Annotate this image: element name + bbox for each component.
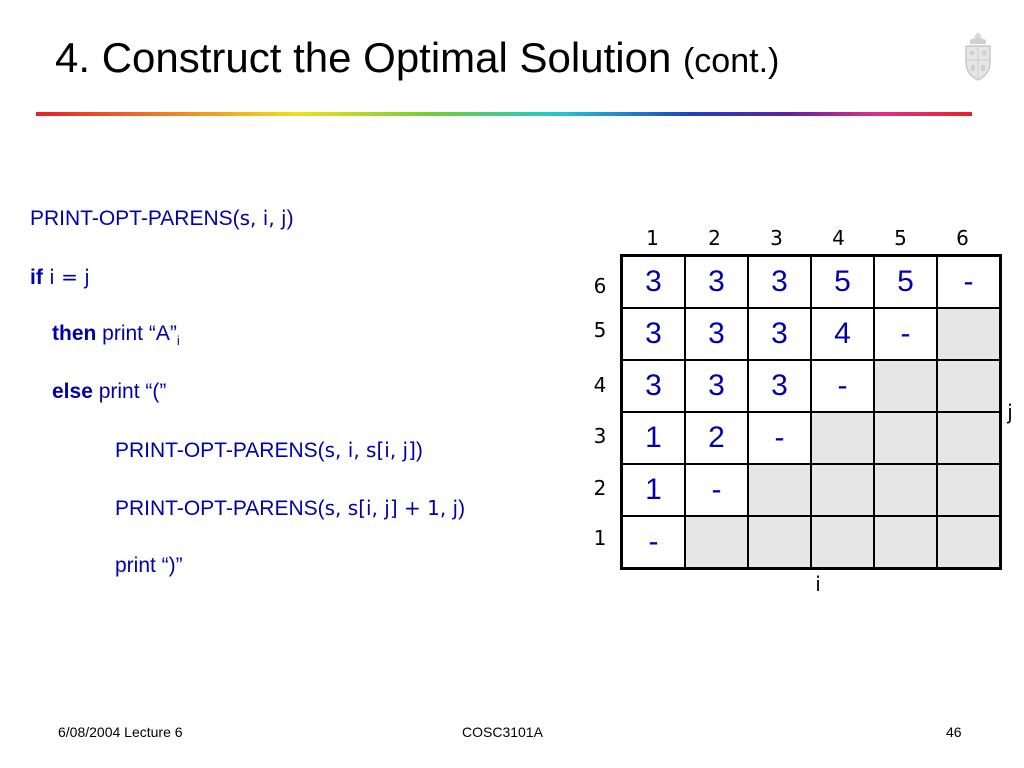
- table-cell-empty: [748, 464, 811, 516]
- table-cell: 3: [622, 308, 686, 360]
- column-header: 3: [770, 226, 783, 250]
- condition: i = j: [42, 265, 90, 289]
- paren-close: ): [415, 439, 423, 462]
- keyword-else: else: [52, 380, 93, 403]
- university-crest-icon: [958, 28, 998, 84]
- function-args: s, s[i, j] + 1, j: [324, 496, 459, 520]
- table-cell-empty: [937, 308, 1001, 360]
- table-cell-empty: [685, 516, 748, 569]
- table-cell: 3: [748, 256, 811, 309]
- table-cell-empty: [937, 516, 1001, 569]
- table-cell-empty: [811, 516, 874, 569]
- table-cell-empty: [874, 516, 937, 569]
- function-name: PRINT-OPT-PARENS(: [115, 497, 325, 520]
- print-statement: print “(”: [92, 380, 167, 403]
- table-cell: -: [685, 464, 748, 516]
- column-header: 6: [956, 226, 969, 250]
- keyword-if: if: [30, 266, 43, 289]
- print-statement: print “A”: [96, 322, 177, 345]
- title-divider: [36, 112, 972, 116]
- y-axis-label: j: [1007, 400, 1013, 424]
- code-line-3: [52, 322, 180, 348]
- table-cell-empty: [874, 360, 937, 412]
- table-row: [622, 308, 1001, 360]
- slide-title: [55, 34, 779, 82]
- table-cell: 1: [622, 412, 686, 464]
- table-row: [622, 360, 1001, 412]
- table-cell: -: [811, 360, 874, 412]
- row-header: 4: [593, 373, 607, 397]
- keyword-then: then: [52, 322, 97, 345]
- table-cell: 4: [811, 308, 874, 360]
- table-cell: -: [622, 516, 686, 569]
- table-row: [622, 412, 1001, 464]
- x-axis-label: i: [815, 572, 821, 596]
- function-args: s, i, j: [239, 206, 287, 230]
- table-row: [622, 464, 1001, 516]
- table-cell-empty: [811, 464, 874, 516]
- column-header: 4: [832, 226, 845, 250]
- slide-title-main: 4. Construct the Optimal Solution: [55, 34, 672, 81]
- table-cell: 3: [748, 360, 811, 412]
- print-statement: print “)”: [115, 554, 183, 577]
- code-line-1: [30, 206, 294, 231]
- code-line-5: [115, 438, 423, 463]
- table-row: [622, 516, 1001, 569]
- function-name: PRINT-OPT-PARENS(: [115, 439, 325, 462]
- code-line-4: [52, 380, 166, 404]
- row-header: 1: [593, 526, 607, 550]
- table-cell: -: [874, 308, 937, 360]
- subscript-i: i: [176, 333, 180, 349]
- column-header: 5: [894, 226, 907, 250]
- table-cell: 1: [622, 464, 686, 516]
- split-table: [620, 254, 1002, 570]
- table-cell: 3: [748, 308, 811, 360]
- table-cell-empty: [937, 412, 1001, 464]
- table-cell: 5: [811, 256, 874, 309]
- footer-date-lecture: 6/08/2004 Lecture 6: [58, 724, 183, 740]
- row-header: 2: [593, 476, 607, 500]
- function-name: PRINT-OPT-PARENS(: [30, 207, 240, 230]
- table-cell: 3: [622, 360, 686, 412]
- table-cell: 3: [685, 308, 748, 360]
- table-cell: 5: [874, 256, 937, 309]
- code-line-6: [115, 496, 465, 521]
- table-cell-empty: [937, 360, 1001, 412]
- table-cell-empty: [874, 464, 937, 516]
- table-cell: -: [748, 412, 811, 464]
- table-cell-empty: [874, 412, 937, 464]
- table-cell-empty: [937, 464, 1001, 516]
- row-header: 3: [593, 424, 607, 448]
- table-cell-empty: [811, 412, 874, 464]
- table-cell: 3: [685, 360, 748, 412]
- table-cell: 3: [622, 256, 686, 309]
- table-row: [622, 256, 1001, 309]
- footer-course: COSC3101A: [462, 724, 543, 740]
- table-cell-empty: [748, 516, 811, 569]
- footer-page-number: 46: [946, 724, 962, 740]
- table-cell: -: [937, 256, 1001, 309]
- table-cell: 3: [685, 256, 748, 309]
- row-header: 5: [593, 318, 607, 342]
- paren-close: ): [458, 497, 466, 520]
- column-header: 2: [708, 226, 721, 250]
- code-line-7: [115, 554, 183, 578]
- row-header: 6: [593, 274, 607, 298]
- paren-close: ): [286, 207, 294, 230]
- table-cell: 2: [685, 412, 748, 464]
- column-header: 1: [646, 226, 659, 250]
- code-line-2: [30, 265, 90, 290]
- function-args: s, i, s[i, j]: [324, 438, 416, 462]
- slide-title-suffix: (cont.): [682, 42, 780, 80]
